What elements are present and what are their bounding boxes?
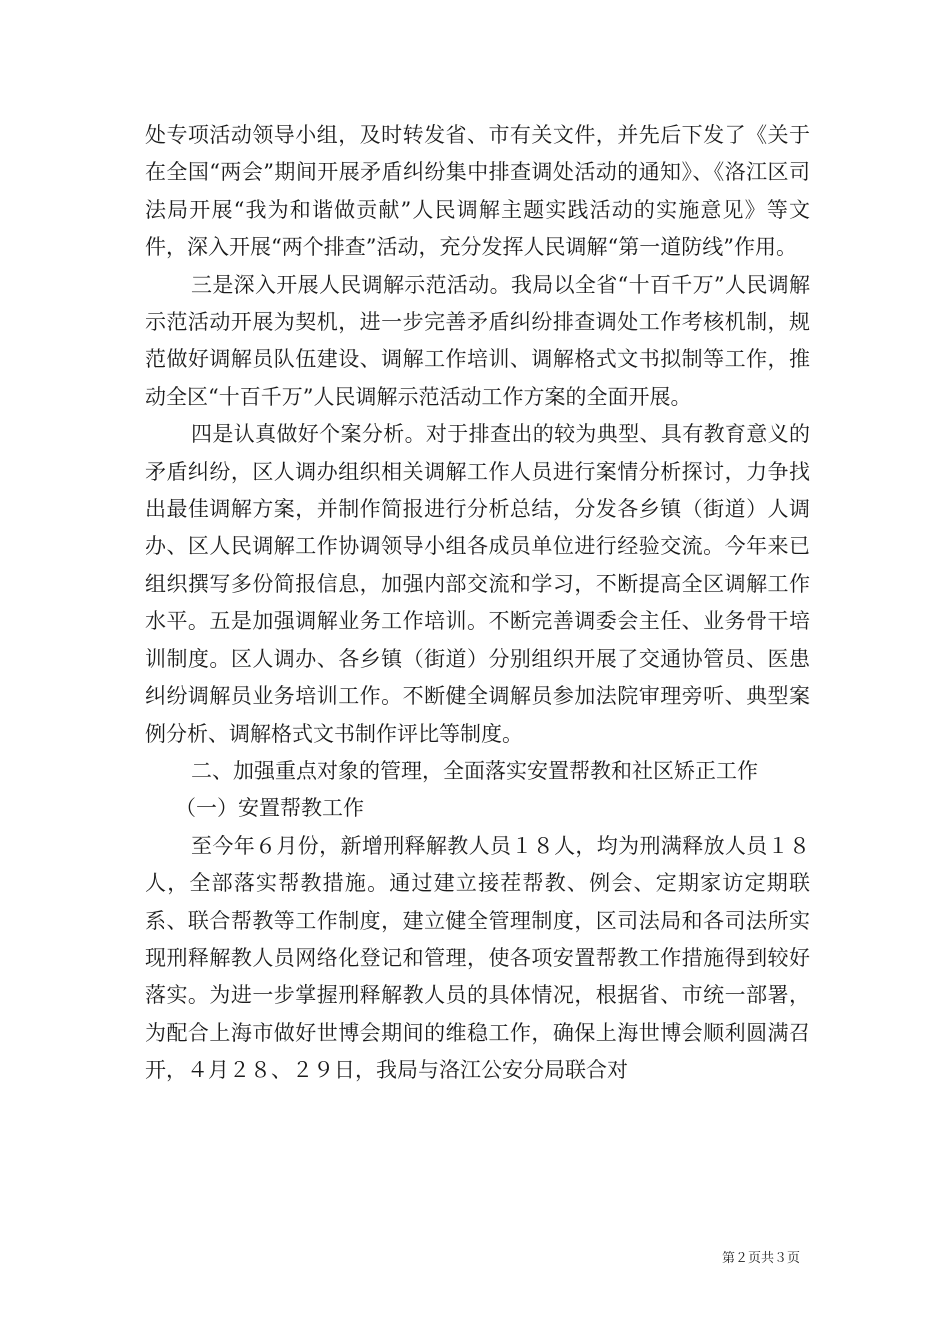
- page-number-footer: 第２页共３页: [722, 1251, 801, 1266]
- section-heading: 二、加强重点对象的管理，全面落实安置帮教和社区矫正工作: [191, 758, 758, 783]
- paragraph-point-three: 三是深入开展人民调解示范活动。我局以全省“十百千万”人民调解示范活动开展为契机，进一步完善矛盾纠纷排查调处工作考核机制，规范做好调解员队伍建设、调解工作培训、调解格式文书拟制等工作，推动全区“十百千万”人民调解示范活动工作方案的全面开展。: [145, 272, 810, 409]
- paragraph-continuation: 处专项活动领导小组，及时转发省、市有关文件，并先后下发了《关于在全国“两会”期间开展矛盾纠纷集中排查调处活动的通知》、《洛江区司法局开展“我为和谐做贡献”人民调解主题实践活动的实施意见》等文件，深入开展“两个排查”活动，充分发挥人民调解“第一道防线”作用。: [145, 123, 810, 260]
- paragraph-point-four: 四是认真做好个案分析。对于排查出的较为典型、具有教育意义的矛盾纠纷，区人调办组织相关调解工作人员进行案情分析探讨，力争找出最佳调解方案，并制作简报进行分析总结，分发各乡镇（街道）人调办、区人民调解工作协调领导小组各成员单位进行经验交流。今年来已组织撰写多份简报信息，加强内部交流和学习，不断提高全区调解工作水平。五是加强调解业务工作培训。不断完善调委会主任、业务骨干培训制度。区人调办、各乡镇（街道）分别组织开展了交通协管员、医患纠纷调解员业务培训工作。不断健全调解员参加法院审理旁听、典型案例分析、调解格式文书制作评比等制度。: [145, 422, 810, 746]
- subsection-heading: （一）安置帮教工作: [175, 796, 364, 821]
- paragraph-resettlement: 至今年６月份，新增刑释解教人员１８人，均为刑满释放人员１８人，全部落实帮教措施。通过建立接茬帮教、例会、定期家访定期联系、联合帮教等工作制度，建立健全管理制度，区司法局和各司法所实现刑释解教人员网络化登记和管理，使各项安置帮教工作措施得到较好落实。为进一步掌握刑释解教人员的具体情况，根据省、市统一部署，为配合上海市做好世博会期间的维稳工作，确保上海世博会顺利圆满召开，４月２８、２９日，我局与洛江公安分局联合对: [145, 833, 810, 1083]
- document-body: [145, 117, 810, 1090]
